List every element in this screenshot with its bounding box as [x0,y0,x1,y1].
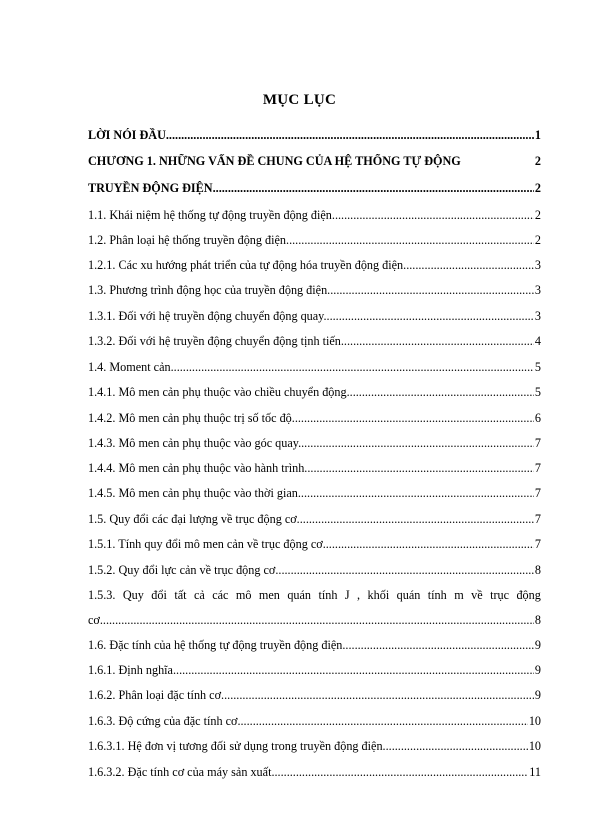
dot-leader [292,411,534,426]
toc-entry[interactable] [88,486,541,501]
toc-entry-title: 1.4.1. Mô men cản phụ thuộc vào chiều chuyển động [88,385,347,399]
toc-page-number: 8 [534,563,541,577]
toc-entry-title: 1.3.2. Đối với hệ truyền động chuyển động tịnh tiến [88,334,341,348]
toc-entry[interactable] [88,714,541,729]
page-title: MỤC LỤC [262,92,337,108]
toc-page-number: 9 [534,688,541,702]
toc-entry[interactable] [88,638,541,653]
toc-page-number: 3 [534,283,541,297]
dot-leader [176,663,534,678]
dot-leader [301,486,534,501]
dot-leader [403,258,534,273]
toc-entry-title: 1.1. Khái niệm hệ thống tự động truyền động điện. [88,208,335,222]
toc-entry-title: 1.4.3. Mô men cản phụ thuộc vào góc quay. [88,436,302,450]
toc-entry[interactable] [88,563,541,578]
toc-entry[interactable] [88,181,541,196]
toc-entry[interactable] [88,334,541,349]
toc-entry[interactable] [88,309,541,324]
dot-leader [166,128,534,143]
dot-leader [213,181,534,196]
toc-entry[interactable] [88,512,541,527]
toc-page-number: 3 [534,258,541,272]
toc-entry[interactable] [88,128,541,143]
toc-entry-title: 1.6.3. Độ cứng của đặc tính cơ. [88,714,241,728]
toc-page-number: 2 [534,181,541,195]
toc-entry[interactable] [88,360,541,375]
toc-page-number: 9 [534,638,541,652]
toc-entry-title: 1.6.2. Phân loại đặc tính cơ. [88,688,225,702]
toc-entry-title: TRUYỀN ĐỘNG ĐIỆN [88,181,213,195]
toc-entry-title: 1.5.2. Quy đổi lực cản về trục động cơ. [88,563,279,577]
toc-page-number: 4 [534,334,541,348]
dot-leader [330,283,534,298]
dot-leader [286,233,534,248]
toc-page-number: 5 [534,385,541,399]
dot-leader [347,385,534,400]
toc-entry-title: 1.3.1. Đối với hệ truyền động chuyển động quay. [88,309,327,323]
toc-entry-title: 1.4.2. Mô men cản phụ thuộc trị số tốc độ [88,411,292,425]
toc-page-number: 7 [534,512,541,526]
dot-leader [224,688,534,703]
toc-entry-title: CHƯƠNG 1. NHỮNG VẤN ĐỀ CHUNG CỦA HỆ THỐNG TỰ ĐỘNG [88,154,461,168]
toc-page-number: 7 [534,486,541,500]
toc-page-number: 2 [534,233,541,247]
toc-entry[interactable] [88,154,541,169]
toc-entry[interactable] [88,739,541,754]
toc-entry-title: 1.4. Moment cản [88,360,171,374]
toc-page-number: 6 [534,411,541,425]
toc-entry-title: 1.4.5. Mô men cản phụ thuộc vào thời gian. [88,486,301,500]
dot-leader [241,714,528,729]
toc-entry[interactable] [88,537,541,552]
toc-page-number: 1 [534,128,541,142]
toc-entry-title: 1.5.1. Tính quy đổi mô men cản về trục động cơ. [88,537,326,551]
toc-entry-title: 1.5. Quy đổi các đại lượng về trục động cơ. [88,512,300,526]
toc-entry[interactable] [88,411,541,426]
toc-entry[interactable] [88,613,541,628]
dot-leader [301,436,534,451]
toc-page-number: 2 [534,154,541,168]
dot-leader [103,613,534,628]
dot-leader [327,309,534,324]
toc-page-number: 2 [534,208,541,222]
toc-entry-title: 1.6.1. Định nghĩa. [88,663,177,677]
dot-leader [304,461,534,476]
toc-entry-title: 1.6. Đặc tính của hệ thống tự động truyền động điện. [88,638,346,652]
toc-page-number: 7 [534,461,541,475]
toc-entry[interactable] [88,688,541,703]
toc-entry[interactable] [88,461,541,476]
toc-page-number: 7 [534,436,541,450]
toc-entry-title: LỜI NÓI ĐẦU [88,128,166,142]
toc-entry[interactable] [88,258,541,273]
toc-entry[interactable] [88,233,541,248]
toc-entry-title: 1.3. Phương trình động học của truyền động điện. [88,283,331,297]
toc-page-number: 11 [529,765,541,779]
toc-entry-title: 1.6.3.2. Đặc tính cơ của máy sản xuất. [88,765,275,779]
dot-leader [335,208,534,223]
dot-leader [300,512,534,527]
toc-entry[interactable] [88,588,541,603]
toc-entry[interactable] [88,385,541,400]
dot-leader [386,739,528,754]
toc-entry[interactable] [88,283,541,298]
toc-page-number: 7 [534,537,541,551]
dot-leader [326,537,534,552]
toc-entry[interactable] [88,436,541,451]
dot-leader [171,360,534,375]
dot-leader [345,638,533,653]
toc-entry[interactable] [88,208,541,223]
toc-entry-title: cơ. [88,613,103,627]
toc-page-number: 5 [534,360,541,374]
toc-entry[interactable] [88,663,541,678]
dot-leader [341,334,534,349]
toc-entry-title: 1.5.3. Quy đổi tất cả các mô men quán tính J , khối quán tính m về trục động [88,588,541,602]
dot-leader [278,563,534,578]
toc-entry-title: 1.6.3.1. Hệ đơn vị tương đối sử dụng trong truyền động điện. [88,739,386,753]
toc-entry-title: 1.4.4. Mô men cản phụ thuộc vào hành trình [88,461,305,475]
toc-entry-title: 1.2.1. Các xu hướng phát triển của tự động hóa truyền động điện [88,258,404,272]
toc-page-number: 10 [528,714,541,728]
dot-leader [275,765,529,780]
toc-page-number: 9 [534,663,541,677]
toc-entry[interactable] [88,765,541,780]
toc-page-number: 10 [528,739,541,753]
toc-page-number: 8 [534,613,541,627]
toc-entry-title: 1.2. Phân loại hệ thống truyền động điện [88,233,287,247]
toc-page-number: 3 [534,309,541,323]
